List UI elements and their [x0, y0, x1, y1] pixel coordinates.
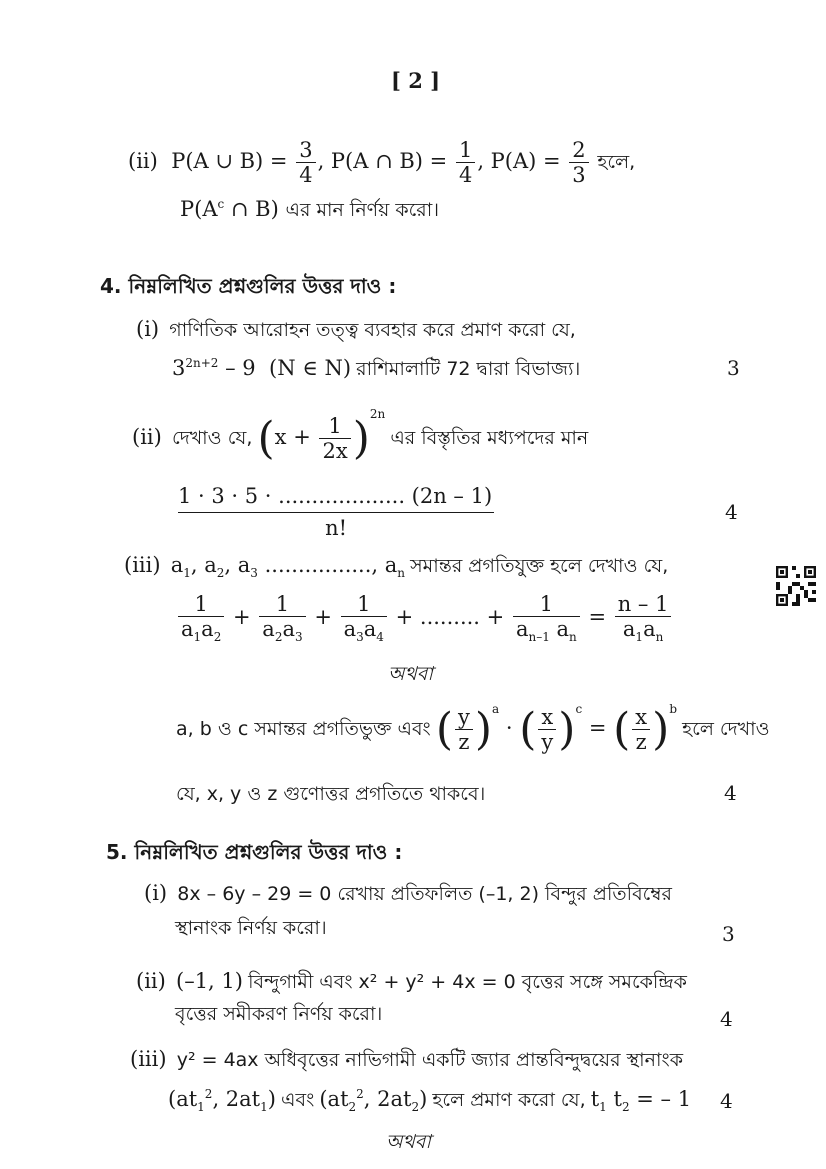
q4-iii-alt-line1 — [176, 702, 770, 755]
q4-i-line1 — [136, 316, 576, 348]
q4-iii-alt-line2: যে, x, y ও z গুণোত্তর প্রগতিতে থাকবে। — [176, 783, 486, 805]
q4-iii-alt-expr: ( $\frac{y}{z}$ )$^a$ · ( $\frac{x}{y}$ )$^c$ = ( $\frac{x}{z}$ )$^b$ — [435, 702, 677, 755]
q5-i-line1 — [144, 880, 672, 912]
q4-heading — [100, 272, 396, 305]
q5-iii-line1 — [130, 1046, 683, 1078]
q4-ii-line1 — [132, 407, 588, 464]
q4-ii-tail: এর বিস্তৃতির মধ্যপদের মান — [390, 427, 589, 449]
q4-ii-binomial: (x + $\frac{1}{2x}$ )$^{2n}$ — [257, 407, 386, 464]
q3-ii-label: (ii) — [128, 149, 158, 174]
q5-iii-line2 — [168, 1086, 691, 1118]
q5-i-text2: স্থানাংক নির্ণয় করো। — [175, 917, 327, 939]
q5-iii-marks: 4 — [720, 1089, 733, 1113]
q3-ii-line1 — [128, 138, 635, 187]
q5-i-marks: 3 — [722, 922, 735, 946]
q4-iii-dots: + ......... — [395, 605, 480, 630]
qr-code-icon — [776, 566, 816, 606]
q4-iii-or: অথবা — [388, 663, 433, 685]
q4-ii-marks: 4 — [725, 500, 738, 524]
q4-iii-line1 — [124, 552, 668, 584]
q5-iii-result: $t_1$ $t_2$ = – 1 — [590, 1087, 692, 1115]
q5-ii-line1 — [136, 968, 687, 1000]
q4-iii-marks: 4 — [724, 781, 737, 805]
q5-ii-marks: 4 — [720, 1007, 733, 1031]
q4-i-text2: রাশিমালাটি 72 দ্বারা বিভাজ্য। — [356, 358, 581, 380]
q4-number: 4. — [100, 274, 122, 298]
q5-iii-point1: ($at_1^2$, $2at_1$) — [168, 1087, 276, 1115]
q4-heading-text: নিম্নলিখিত প্রশ্নগুলির উত্তর দাও : — [128, 274, 397, 298]
q5-ii-point: (–1, 1) — [176, 969, 243, 993]
q4-iii-alt-tail: হলে দেখাও — [682, 718, 770, 740]
q4-i-label: (i) — [136, 317, 160, 341]
q4-iii-sequence: $a_1$, $a_2$, $a_3$ ................, $a_n$ — [170, 553, 406, 581]
q4-iii-tail: সমান্তর প্রগতিযুক্ত হলে দেখাও যে, — [410, 555, 669, 577]
q5-heading — [106, 838, 402, 871]
q4-ii-label: (ii) — [132, 425, 162, 449]
q5-iii-label: (iii) — [130, 1047, 167, 1071]
q5-number: 5. — [106, 840, 128, 864]
q3-ii-line2-tail: এর মান নির্ণয় করো। — [285, 199, 440, 221]
q3-ii-expr2: $P(A^c$ ∩ B) — [180, 197, 279, 221]
q4-iii-label: (iii) — [124, 553, 161, 577]
q5-iii-mid1: এবং — [281, 1089, 315, 1111]
q3-ii-line1-tail: হলে, — [597, 151, 636, 174]
q4-iii-alt-head: a, b ও c সমান্তর প্রগতিভুক্ত এবং — [176, 718, 431, 740]
q5-heading-text: নিম্নলিখিত প্রশ্নগুলির উত্তর দাও : — [134, 840, 403, 864]
q3-ii-expr1: P(A ∪ B) = $\frac{3}{4}$ , P(A ∩ B) = $\frac{1}{4}$ , P(A) = $\frac{2}{3}$ — [171, 149, 590, 173]
q4-ii-denominator: n! — [325, 516, 348, 541]
q4-ii-fraction — [178, 484, 494, 540]
q4-iii-sum: $\frac{1}{a_1a_2}$ + $\frac{1}{a_2a_3}$ + $\frac{1}{a_3a_4}$ + ......... + $\frac{1}{a_{n-1} a_n}$ = $\frac{n - 1}{a_1a_n}$ — [176, 592, 673, 645]
q4-i-marks: 3 — [727, 356, 740, 380]
q5-iii-point2: ($at_2^2$, $2at_2$) — [319, 1087, 428, 1115]
q5-i-label: (i) — [144, 881, 168, 905]
q4-i-text1: গাণিতিক আরোহন তত্ত্ব ব্যবহার করে প্রমাণ করো যে, — [169, 319, 576, 341]
q5-ii-label: (ii) — [136, 969, 166, 993]
q5-or: অথবা — [386, 1131, 431, 1153]
q4-ii-numerator: 1 · 3 · 5 · ................... (2n – 1) — [178, 484, 494, 513]
q5-iii-text1: y² = 4ax অধিবৃত্তের নাভিগামী একটি জ্যার প্রান্তবিন্দুদ্বয়ের স্থানাংক — [176, 1049, 683, 1071]
q4-i-line2 — [172, 355, 580, 387]
page-number: [ 2 ] — [391, 68, 441, 93]
q5-i-text1: 8x – 6y – 29 = 0 রেখায় প্রতিফলিত (–1, 2) বিন্দুর প্রতিবিম্বের — [177, 883, 672, 905]
q4-ii-prefix: দেখাও যে, — [172, 427, 253, 449]
q5-iii-mid2: হলে প্রমাণ করো যে, — [432, 1089, 586, 1111]
q4-i-expr: $3^{2n+2} - 9$ (N ∈ N) — [172, 356, 352, 380]
q5-ii-text2: বৃত্তের সমীকরণ নির্ণয় করো। — [175, 1003, 383, 1025]
q5-ii-text1: বিন্দুগামী এবং x² + y² + 4x = 0 বৃত্তের সঙ্গে সমকেন্দ্রিক — [248, 971, 687, 993]
q3-ii-line2 — [180, 196, 439, 228]
